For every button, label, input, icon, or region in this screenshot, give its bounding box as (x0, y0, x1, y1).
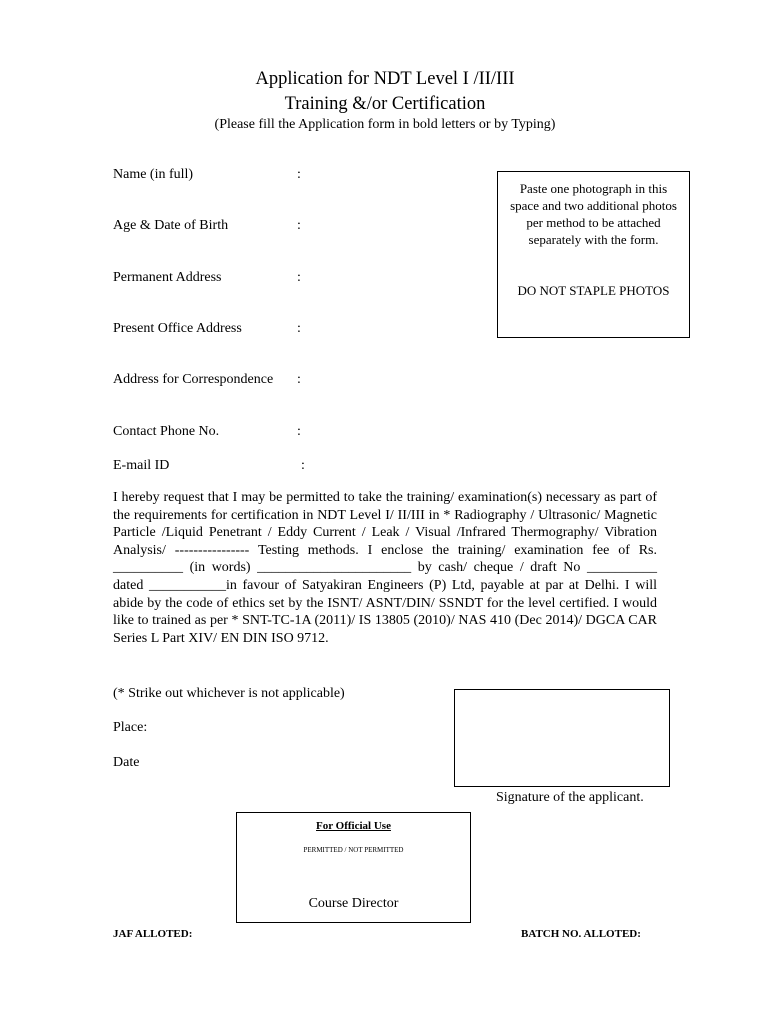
form-title-line1: Application for NDT Level I /II/III (255, 69, 515, 89)
official-use-box (236, 812, 471, 923)
jaf-alloted-label: JAF ALLOTED: (113, 928, 193, 940)
course-director-label: Course Director (308, 896, 399, 911)
field-colon-permanent-address: : (297, 270, 301, 285)
field-colon-phone: : (297, 424, 301, 439)
field-colon-email: : (301, 458, 305, 473)
field-label-name: Name (in full) (113, 167, 194, 182)
official-use-title: For Official Use (316, 820, 391, 832)
field-label-office-address: Present Office Address (113, 321, 242, 336)
batch-alloted-label: BATCH NO. ALLOTED: (521, 928, 641, 940)
photo-box (497, 171, 690, 338)
field-colon-correspondence-address: : (297, 372, 301, 387)
signature-box (454, 689, 670, 787)
field-colon-office-address: : (297, 321, 301, 336)
place-label: Place: (113, 720, 148, 735)
official-status: PERMITTED / NOT PERMITTED (303, 846, 404, 854)
form-subtitle: (Please fill the Application form in bold letters or by Typing) (214, 117, 556, 132)
date-label: Date (113, 755, 140, 770)
field-colon-age-dob: : (297, 218, 301, 233)
field-label-correspondence-address: Address for Correspondence (113, 372, 274, 387)
photo-instructions: Paste one photograph in this space and two additional photos per method to be attached separately with the form. (510, 181, 677, 247)
form-title-line2: Training &/or Certification (284, 94, 486, 114)
field-label-phone: Contact Phone No. (113, 424, 220, 439)
field-label-age-dob: Age & Date of Birth (113, 218, 229, 233)
photo-warning: DO NOT STAPLE PHOTOS (517, 283, 670, 298)
field-label-permanent-address: Permanent Address (113, 270, 222, 285)
strike-note: (* Strike out whichever is not applicable) (113, 686, 345, 701)
declaration-paragraph: I hereby request that I may be permitted to take the training/ examination(s) necessary as part of the requirements for certification in NDT Level I/ II/III in * Radiography / Ultrasonic/ Magnetic Particle /Liquid Penetrant / Eddy Current / Leak / Visual /Infrared Thermography/ Vibration Analysis/ ---------------- Testing methods. I enclose the training/ examination fee of Rs. __________ (in words) ______________________ by cash/ cheque / draft No __________ dated ___________in favour of Satyakiran Engineers (P) Ltd, payable at par at Delhi. I will abide by the code of ethics set by the ISNT/ ASNT/DIN/ SSNDT for the level certified. I would like to trained as per * SNT-TC-1A (2011)/ IS 13805 (2010)/ NAS 410 (Dec 2014)/ DGCA CAR Series L Part XIV/ EN DIN ISO 9712. (113, 490, 657, 646)
field-colon-name: : (297, 167, 301, 182)
field-label-email: E-mail ID (113, 458, 170, 473)
signature-caption: Signature of the applicant. (496, 790, 644, 805)
